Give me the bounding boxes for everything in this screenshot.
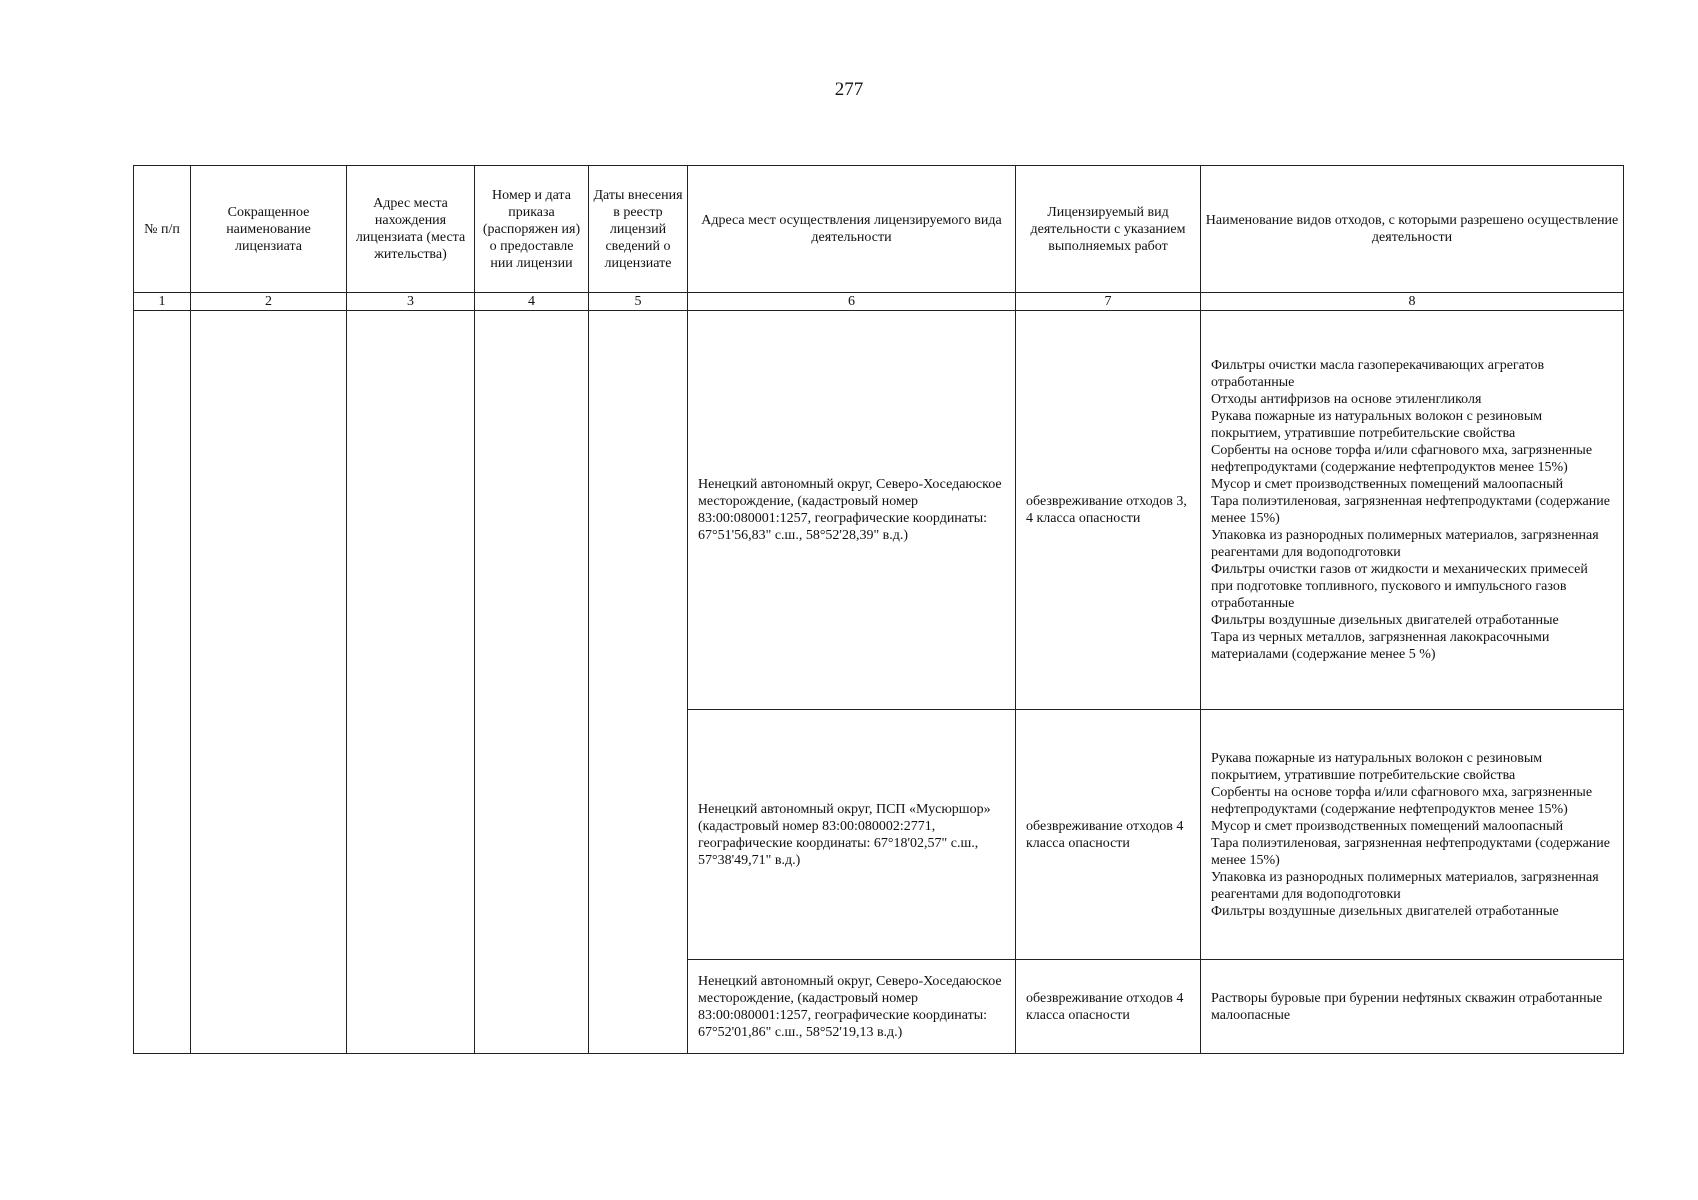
waste-item: Мусор и смет производственных помещений малоопасный xyxy=(1211,477,1564,492)
waste-item: Фильтры воздушные дизельных двигателей отработанные xyxy=(1211,903,1559,919)
cell-waste-types xyxy=(1201,710,1624,960)
header-cell-registry-dates: Даты внесения в реестр лицензий сведений о лицензиате xyxy=(589,166,688,293)
cell-order xyxy=(475,311,589,1054)
column-number-row xyxy=(134,293,1624,311)
header-cell-licensee-address: Адрес места нахождения лицензиата (места жительства) xyxy=(347,166,475,293)
cell-licensee-name xyxy=(191,311,347,1054)
column-number: 4 xyxy=(475,293,589,311)
header-row xyxy=(134,166,1624,293)
waste-item: Тара полиэтиленовая, загрязненная нефтепродуктами (содержание менее 15%) xyxy=(1211,494,1610,526)
waste-item: Сорбенты на основе торфа и/или сфагнового мха, загрязненные нефтепродуктами (содержание нефтепродуктов менее 15%) xyxy=(1211,784,1593,817)
cell-number xyxy=(134,311,191,1054)
cell-registry-dates xyxy=(589,311,688,1054)
column-number: 7 xyxy=(1016,293,1201,311)
cell-waste-types xyxy=(1201,311,1624,710)
waste-item: Фильтры очистки газов от жидкости и механических примесей при подготовке топливного, пускового и импульсного газов отработанные xyxy=(1211,562,1588,611)
header-cell-number: № п/п xyxy=(134,166,191,293)
waste-item: Рукава пожарные из натуральных волокон с резиновым покрытием, утратившие потребительские свойства xyxy=(1211,409,1543,441)
cell-activity-type: обезвреживание отходов 4 класса опасности xyxy=(1016,960,1201,1054)
page-number: 277 xyxy=(834,79,864,100)
license-table xyxy=(133,165,1624,1054)
header-cell-activity-addresses: Адреса мест осуществления лицензируемого вида деятельности xyxy=(688,166,1016,293)
column-number: 1 xyxy=(134,293,191,311)
column-number: 6 xyxy=(688,293,1016,311)
waste-item: Рукава пожарные из натуральных волокон с резиновым покрытием, утратившие потребительские свойства xyxy=(1211,750,1543,783)
cell-licensee-address xyxy=(347,311,475,1054)
table-row xyxy=(134,311,1624,710)
cell-activity-address: Ненецкий автономный округ, ПСП «Мусюршор» (кадастровый номер 83:00:080002:2771, географические координаты: 67°18'02,57" с.ш., 57°38'49,71" в.д.) xyxy=(688,710,1016,960)
header-cell-waste-types: Наименование видов отходов, с которыми разрешено осуществление деятельности xyxy=(1201,166,1624,293)
waste-item: Упаковка из разнородных полимерных материалов, загрязненная реагентами для водоподготовки xyxy=(1211,528,1599,560)
cell-activity-type: обезвреживание отходов 4 класса опасности xyxy=(1016,710,1201,960)
cell-activity-type: обезвреживание отходов 3, 4 класса опасности xyxy=(1016,311,1201,710)
column-number: 3 xyxy=(347,293,475,311)
waste-item: Упаковка из разнородных полимерных материалов, загрязненная реагентами для водоподготовки xyxy=(1211,869,1599,902)
column-number: 8 xyxy=(1201,293,1624,311)
waste-item: Фильтры воздушные дизельных двигателей отработанные xyxy=(1211,613,1559,628)
cell-waste-types xyxy=(1201,960,1624,1054)
waste-item: Фильтры очистки масла газоперекачивающих агрегатов отработанные xyxy=(1211,358,1545,390)
header-cell-activity-type: Лицензируемый вид деятельности с указанием выполняемых работ xyxy=(1016,166,1201,293)
column-number: 2 xyxy=(191,293,347,311)
waste-item: Растворы буровые при бурении нефтяных скважин отработанные малоопасные xyxy=(1211,990,1603,1023)
cell-activity-address: Ненецкий автономный округ, Северо-Хоседаюское месторождение, (кадастровый номер 83:00:080001:1257, географические координаты: 67°51'56,83" с.ш., 58°52'28,39" в.д.) xyxy=(688,311,1016,710)
waste-item: Отходы антифризов на основе этиленгликоля xyxy=(1211,392,1482,407)
column-number: 5 xyxy=(589,293,688,311)
header-cell-order: Номер и дата приказа (распоряжен ия) о предоставле нии лицензии xyxy=(475,166,589,293)
cell-activity-address: Ненецкий автономный округ, Северо-Хоседаюское месторождение, (кадастровый номер 83:00:080001:1257, географические координаты: 67°52'01,86" с.ш., 58°52'19,13 в.д.) xyxy=(688,960,1016,1054)
waste-item: Сорбенты на основе торфа и/или сфагнового мха, загрязненные нефтепродуктами (содержание нефтепродуктов менее 15%) xyxy=(1211,443,1593,475)
waste-item: Мусор и смет производственных помещений малоопасный xyxy=(1211,818,1564,834)
header-cell-licensee-name: Сокращенное наименование лицензиата xyxy=(191,166,347,293)
waste-item: Тара полиэтиленовая, загрязненная нефтепродуктами (содержание менее 15%) xyxy=(1211,835,1610,868)
waste-item: Тара из черных металлов, загрязненная лакокрасочными материалами (содержание менее 5 %) xyxy=(1211,630,1550,662)
